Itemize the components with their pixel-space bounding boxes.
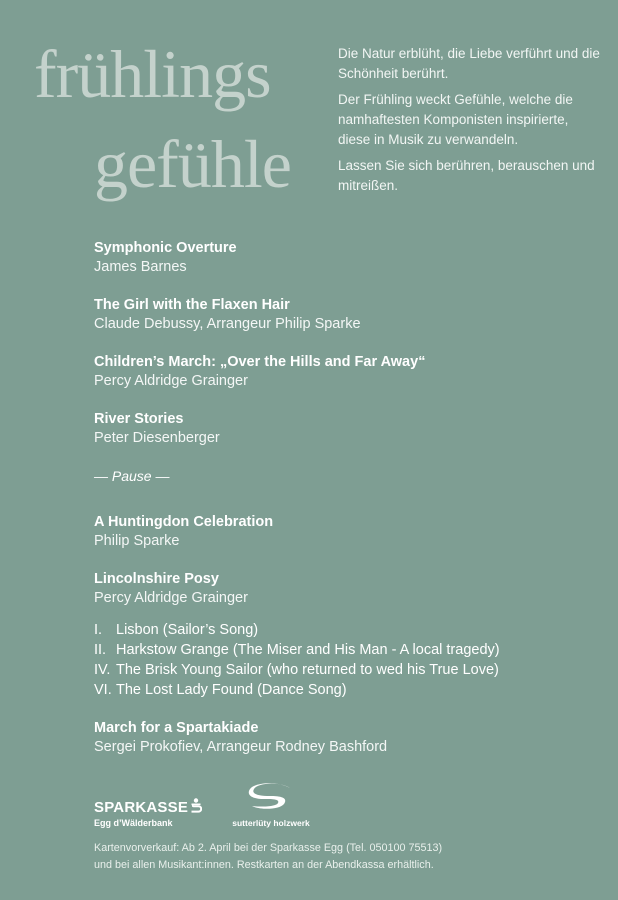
piece-composer: Philip Sparke	[94, 533, 180, 549]
sutterluety-swirl-icon	[246, 782, 296, 812]
piece-composer: Percy Aldridge Grainger	[94, 373, 248, 389]
program-piece	[94, 569, 604, 608]
piece-title: River Stories	[94, 411, 184, 427]
movement-title: The Lost Lady Found (Dance Song)	[116, 682, 347, 698]
program-piece	[94, 352, 604, 391]
piece-title: A Huntingdon Celebration	[94, 514, 274, 530]
program-piece	[94, 512, 604, 551]
piece-title: Lincolnshire Posy	[94, 571, 219, 587]
movement-number: I.	[94, 622, 103, 638]
piece-composer: James Barnes	[94, 259, 187, 275]
movement-item	[94, 680, 604, 700]
movement-title: Lisbon (Sailor’s Song)	[116, 622, 259, 638]
sutterluety-name: sutterlüty holzwerk	[232, 818, 310, 828]
movement-number: II.	[94, 642, 107, 658]
intro-text	[338, 44, 600, 202]
piece-title: Children’s March: „Over the Hills and Far Away“	[94, 354, 426, 370]
program-piece	[94, 718, 604, 757]
concert-program	[94, 238, 604, 775]
piece-title: The Girl with the Flaxen Hair	[94, 297, 290, 313]
movement-item	[94, 660, 604, 680]
program-piece	[94, 409, 604, 448]
title-line-2: gefühle	[94, 126, 291, 202]
sparkasse-name: SPARKASSE	[94, 799, 189, 816]
movement-list	[94, 620, 604, 700]
piece-composer: Percy Aldridge Grainger	[94, 590, 248, 606]
title-line-1: frühlings	[34, 36, 271, 112]
ticket-info-line: und bei allen Musikant:innen. Restkarten an der Abendkassa erhältlich.	[94, 859, 434, 871]
sparkasse-logo	[94, 798, 202, 828]
piece-composer: Claude Debussy, Arrangeur Philip Sparke	[94, 316, 361, 332]
movement-number: VI.	[94, 682, 112, 698]
intro-paragraph: Die Natur erblüht, die Liebe verführt und die Schönheit berührt.	[338, 46, 600, 81]
movement-item	[94, 620, 604, 640]
sparkasse-s-icon	[190, 798, 202, 818]
piece-composer: Sergei Prokofiev, Arrangeur Rodney Bashford	[94, 739, 388, 755]
sparkasse-subtitle: Egg d’Wälderbank	[94, 818, 173, 828]
program-piece	[94, 295, 604, 334]
movement-number: IV.	[94, 662, 111, 678]
pause-label: — Pause —	[94, 468, 170, 484]
intro-paragraph: Lassen Sie sich berühren, berauschen und mitreißen.	[338, 158, 595, 193]
intro-paragraph: Der Frühling weckt Gefühle, welche die namhaftesten Komponisten inspirierte, diese in Musik zu verwandeln.	[338, 92, 573, 147]
piece-composer: Peter Diesenberger	[94, 430, 220, 446]
program-piece	[94, 238, 604, 277]
piece-title: Symphonic Overture	[94, 240, 237, 256]
piece-title: March for a Spartakiade	[94, 720, 259, 736]
movement-title: Harkstow Grange (The Miser and His Man - A local tragedy)	[116, 642, 500, 658]
ticket-info-line: Kartenvorverkauf: Ab 2. April bei der Sparkasse Egg (Tel. 050100 75513)	[94, 842, 443, 854]
movement-title: The Brisk Young Sailor (who returned to wed his True Love)	[116, 662, 499, 678]
sutterluety-logo	[232, 782, 310, 828]
ticket-info	[94, 840, 594, 874]
movement-item	[94, 640, 604, 660]
